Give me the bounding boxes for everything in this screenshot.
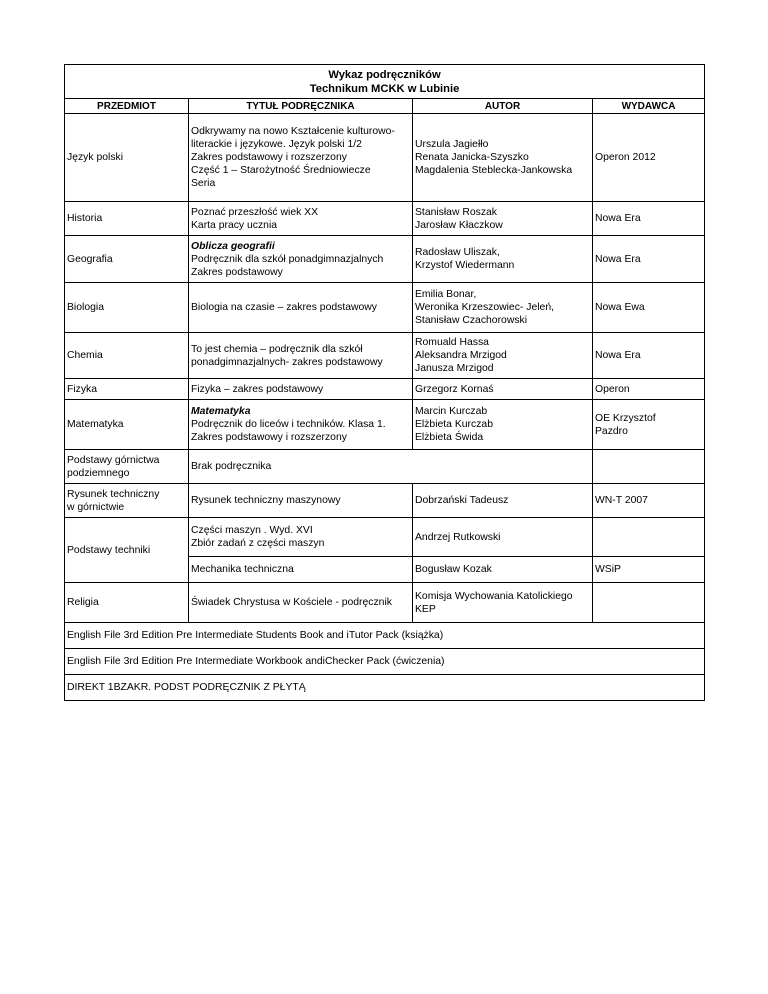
publisher-cell: WN-T 2007 <box>593 484 705 518</box>
subject-cell: Matematyka <box>65 400 189 450</box>
page-title: Wykaz podręczników <box>328 69 441 81</box>
subject-cell: Podstawy techniki <box>65 518 189 583</box>
title-cell: Brak podręcznika <box>189 450 593 484</box>
author-cell: Urszula Jagiełło Renata Janicka-Szyszko Magdalenia Steblecka-Jankowska <box>413 114 593 202</box>
publisher-cell <box>593 518 705 557</box>
booklist-sheet <box>64 64 704 701</box>
publisher-cell: Nowa Era <box>593 236 705 283</box>
header-row <box>65 99 705 114</box>
subject-cell: Geografia <box>65 236 189 283</box>
author-cell: Bogusław Kozak <box>413 557 593 583</box>
table-row <box>65 333 705 379</box>
subject-cell: Biologia <box>65 283 189 333</box>
title-cell <box>189 236 413 283</box>
author-cell: Stanisław Roszak Jarosław Kłaczkow <box>413 202 593 236</box>
col-header-subject: PRZEDMIOT <box>65 99 189 114</box>
publisher-cell: WSiP <box>593 557 705 583</box>
title-cell <box>189 400 413 450</box>
page-subtitle: Technikum MCKK w Lubinie <box>309 83 460 95</box>
full-row-cell: English File 3rd Edition Pre Intermediate Workbook andiChecker Pack (ćwiczenia) <box>65 649 705 675</box>
subject-cell: Rysunek techniczny w górnictwie <box>65 484 189 518</box>
table-row <box>65 114 705 202</box>
title-cell: Odkrywamy na nowo Kształcenie kulturowo- literackie i językowe. Język polski 1/2 Zakres podstawowy i rozszerzony Część 1 – Starożytność Średniowiecze Seria <box>189 114 413 202</box>
subject-cell: Fizyka <box>65 379 189 400</box>
title-cell: Mechanika techniczna <box>189 557 413 583</box>
title-em: Matematyka <box>191 406 251 417</box>
title-cell: Fizyka – zakres podstawowy <box>189 379 413 400</box>
author-cell: Emilia Bonar, Weronika Krzeszowiec- Jeleń, Stanisław Czachorowski <box>413 283 593 333</box>
table-row <box>65 623 705 649</box>
author-cell: Andrzej Rutkowski <box>413 518 593 557</box>
subject-cell: Chemia <box>65 333 189 379</box>
publisher-cell: OE Krzysztof Pazdro <box>593 400 705 450</box>
table-row <box>65 583 705 623</box>
table-row <box>65 649 705 675</box>
col-header-title: TYTUŁ PODRĘCZNIKA <box>189 99 413 114</box>
author-cell: Grzegorz Kornaś <box>413 379 593 400</box>
title-text: Podręcznik dla szkół ponadgimnazjalnych Zakres podstawowy <box>191 253 384 278</box>
table-row <box>65 484 705 518</box>
table-row <box>65 283 705 333</box>
publisher-cell: Nowa Era <box>593 333 705 379</box>
table-row <box>65 379 705 400</box>
author-cell: Marcin Kurczab Elżbieta Kurczab Elżbieta Świda <box>413 400 593 450</box>
table-row <box>65 518 705 557</box>
booklist-table <box>64 64 705 701</box>
title-cell: Rysunek techniczny maszynowy <box>189 484 413 518</box>
full-row-cell: DIREKT 1BZAKR. PODST PODRĘCZNIK Z PŁYTĄ <box>65 675 705 701</box>
author-cell: Romuald Hassa Aleksandra Mrzigod Janusza Mrzigod <box>413 333 593 379</box>
title-cell: Biologia na czasie – zakres podstawowy <box>189 283 413 333</box>
publisher-cell: Nowa Ewa <box>593 283 705 333</box>
title-cell: To jest chemia – podręcznik dla szkół ponadgimnazjalnych- zakres podstawowy <box>189 333 413 379</box>
table-row <box>65 236 705 283</box>
author-cell: Dobrzański Tadeusz <box>413 484 593 518</box>
table-row <box>65 400 705 450</box>
table-title-cell <box>65 65 705 99</box>
publisher-cell <box>593 583 705 623</box>
publisher-cell: Operon <box>593 379 705 400</box>
table-row <box>65 202 705 236</box>
subject-cell: Historia <box>65 202 189 236</box>
table-row <box>65 450 705 484</box>
title-cell: Części maszyn . Wyd. XVI Zbiór zadań z części maszyn <box>189 518 413 557</box>
full-row-cell: English File 3rd Edition Pre Intermediate Students Book and iTutor Pack (książka) <box>65 623 705 649</box>
subject-cell: Podstawy górnictwa podziemnego <box>65 450 189 484</box>
publisher-cell: Operon 2012 <box>593 114 705 202</box>
publisher-cell <box>593 450 705 484</box>
title-em: Oblicza geografii <box>191 240 275 252</box>
publisher-cell: Nowa Era <box>593 202 705 236</box>
title-text: Podręcznik do liceów i techników. Klasa 1. Zakres podstawowy i rozszerzony <box>191 419 386 443</box>
title-cell: Poznać przeszłość wiek XX Karta pracy ucznia <box>189 202 413 236</box>
col-header-author: AUTOR <box>413 99 593 114</box>
author-cell: Komisja Wychowania Katolickiego KEP <box>413 583 593 623</box>
table-row <box>65 675 705 701</box>
col-header-publisher: WYDAWCA <box>593 99 705 114</box>
subject-cell: Religia <box>65 583 189 623</box>
subject-cell: Język polski <box>65 114 189 202</box>
author-cell: Radosław Uliszak, Krzystof Wiedermann <box>413 236 593 283</box>
title-cell: Świadek Chrystusa w Kościele - podręcznik <box>189 583 413 623</box>
